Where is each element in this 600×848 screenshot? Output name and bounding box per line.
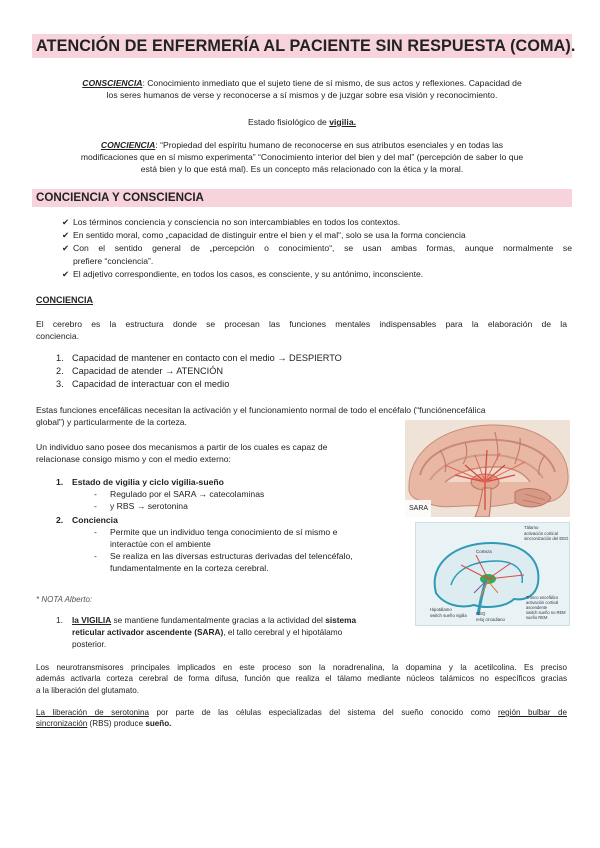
neuro-paragraph [36, 662, 567, 696]
list-item [56, 378, 456, 391]
conciencia-definition [32, 139, 572, 176]
mecanismo-item [56, 476, 406, 513]
cerebro-line-1: El cerebro es la estructura donde se procesan las funciones mentales indispensables para la elaboración de la [36, 319, 567, 329]
talamo-sub: activación cortical [524, 530, 558, 536]
corteza-label: Corteza [476, 549, 492, 554]
list-number: 1. [56, 615, 63, 625]
consciencia-definition [32, 77, 572, 101]
sub-item [72, 550, 406, 574]
nota-item [56, 615, 406, 650]
sub-item-text: y RBS → serotonina [110, 501, 188, 512]
rbs-underline: sincronización [36, 719, 88, 729]
hipotalamo-title: Hipotálamo [430, 607, 452, 612]
sistema-word: sistema [325, 615, 357, 625]
list-number: 3. [56, 379, 64, 390]
title-banner [32, 34, 576, 58]
checklist-text: Los términos conciencia y consciencia no son intercambiables en todos los contextos. [73, 217, 401, 227]
sub-item-text: Se realiza en las diversas estructuras derivadas del telencéfalo, [110, 551, 353, 562]
individuo-paragraph [36, 441, 401, 465]
individuo-line-2: relacionase consigo mismo y con el medio externo: [36, 454, 231, 465]
checklist-item [62, 216, 572, 228]
vigilia-word: vigilia. [329, 117, 356, 127]
estado-fisiologico [32, 116, 572, 128]
dash-bullet: - [94, 551, 97, 562]
list-text: Capacidad de atender → ATENCIÓN [72, 366, 223, 377]
hipotalamo-label [430, 607, 467, 618]
nsq-title: NSQ [476, 611, 486, 616]
sub-item [72, 488, 406, 500]
consciencia-line-1: : Conocimiento inmediato que el sujeto tiene de sí mismo, de sus actos y reflexiones. Capacidad de [142, 78, 522, 88]
check-icon: ✔ [62, 243, 70, 254]
conciencia-line-2: modificaciones que en sí mismo experimenta” “Conocimiento interior del bien y del mal” (percepción de saber lo que [80, 152, 524, 163]
check-icon: ✔ [62, 217, 70, 227]
neuro-line-1: Los neurotransmisores principales implicados en este proceso son la noradrenalina, la dopamina y la acetilcolina. Es preciso [36, 663, 567, 672]
fisiologico-prefix: Estado fisiológico de [248, 117, 330, 127]
serotonina-text: (RBS) produce [87, 719, 146, 729]
talamo-title: Tálamo [524, 525, 539, 530]
brain-sara-figure [405, 420, 570, 517]
talamo-sub: sincronización del EEG [524, 536, 569, 542]
brain-illustration [405, 420, 570, 517]
sub-item-text: Permite que un individuo tenga conocimiento de sí mismo e [110, 526, 338, 537]
section-heading: CONCIENCIA Y CONSCIENCIA [36, 191, 204, 204]
checklist-text: Con el sentido general de „percepción o conocimiento“, se usan ambas formas, aunque normalmente se [73, 243, 572, 254]
nsq-label [476, 611, 505, 622]
vigilia-label: la VIGILIA [72, 615, 112, 625]
list-text: Capacidad de mantener en contacto con el medio → DESPIERTO [72, 353, 342, 363]
sara-label: reticular activador ascendente (SARA) [72, 626, 224, 637]
mecanismo-item [56, 514, 406, 575]
list-number: 1. [56, 477, 64, 487]
serotonina-underline: La liberación de serotonina [36, 708, 149, 717]
consciencia-line-2: los seres humanos de verse y reconocerse a sí mismos y de juzgar sobre esa visión y reconocimiento. [106, 90, 498, 101]
sub-item [72, 526, 406, 550]
checklist-text: El adjetivo correspondiente, en todos los casos, es consciente, y su antónimo, inconsciente. [73, 268, 424, 279]
sub-item [72, 500, 406, 512]
checklist-item [62, 268, 572, 280]
conciencia-line-3: está bien y lo que está mal). Es un concepto más relacionado con la ética y la moral. [140, 164, 464, 175]
mecanismos-list [56, 476, 406, 575]
nota-text: se mantiene fundamentalmente gracias a la actividad del [111, 615, 326, 625]
mecanismo-title: Conciencia [72, 514, 118, 525]
serotonina-text: por parte de las células especializadas del sistema del sueño conocido como [148, 708, 498, 717]
conciencia-heading: CONCIENCIA [36, 295, 94, 305]
nota-text: posterior. [72, 638, 107, 649]
serotonina-paragraph [36, 707, 567, 730]
cerebro-line-2: conciencia. [36, 331, 79, 342]
nota-text: , el tallo cerebral y el hipotálamo [223, 626, 343, 637]
tronco-sub: sueño REM [526, 615, 548, 621]
checklist-text: prefiere “conciencia”. [73, 255, 154, 266]
checklist-text: En sentido moral, como „capacidad de distinguir entre el bien y el mal“, solo se usa la forma conciencia [73, 230, 466, 241]
list-number: 2. [56, 514, 64, 525]
consciencia-term: CONSCIENCIA [82, 78, 143, 88]
page-title: ATENCIÓN DE ENFERMERÍA AL PACIENTE SIN RESPUESTA (COMA). [36, 37, 576, 55]
nota-list-item [56, 615, 406, 650]
list-number: 2. [56, 366, 64, 377]
talamo-label [524, 525, 568, 542]
tronco-label [526, 595, 566, 621]
list-item [56, 352, 456, 365]
hipotalamo-sub: switch sueño vigilia [430, 612, 467, 618]
funciones-line-2: global”) y particularmente de la corteza. [36, 417, 187, 428]
tronco-sub: activación cortical [526, 600, 559, 606]
checklist-item [62, 229, 572, 241]
rbs-underline: región bulbar de [497, 708, 567, 717]
dash-bullet: - [94, 526, 97, 537]
funciones-line-1: Estas funciones encefálicas necesitan la activación y el funcionamiento normal de todo el encéfalo (“funciónencefálica [36, 405, 486, 415]
neuro-line-2: además activarla corteza cerebral de forma difusa, función que realiza el tálamo mediante núcleos talámicos no específicos gracias [36, 674, 567, 684]
nsq-sub: reloj circadiano [476, 616, 505, 622]
conciencia-term: CONCIENCIA [100, 140, 156, 150]
checklist [62, 216, 572, 280]
list-item [56, 365, 456, 378]
sub-item-text: interactúe con el ambiente [110, 539, 211, 550]
sub-item-text: Regulado por el SARA → catecolaminas [110, 489, 265, 500]
mecanismo-title: Estado de vigilia y ciclo vigilia-sueño [72, 477, 224, 487]
section-banner-conciencia-y-consciencia [32, 189, 572, 207]
list-number: 1. [56, 353, 64, 363]
checklist-item [62, 242, 572, 266]
tronco-title: Tronco encefálico [526, 595, 559, 600]
dash-bullet: - [94, 489, 97, 500]
sub-item-text: fundamentalmente en la corteza cerebral. [110, 563, 269, 574]
check-icon: ✔ [62, 230, 70, 241]
sueno-word: sueño. [145, 719, 172, 729]
check-icon: ✔ [62, 268, 70, 279]
capacidades-list [56, 352, 456, 391]
dash-bullet: - [94, 501, 97, 512]
conciencia-line-1: : “Propiedad del espíritu humano de reconocerse en sus atributos esenciales y en todas las [155, 140, 504, 150]
individuo-line-1: Un individuo sano posee dos mecanismos a partir de los cuales es capaz de [36, 442, 328, 452]
nota-label: * NOTA Alberto: [36, 595, 93, 604]
tronco-sub: ascendente [526, 605, 548, 611]
list-text: Capacidad de interactuar con el medio [72, 379, 230, 390]
cerebro-paragraph [36, 318, 567, 342]
sara-figure-label: SARA [409, 505, 429, 513]
sleep-wake-diagram [415, 522, 570, 626]
tronco-sub: switch sueño no REM [526, 610, 566, 616]
neuro-line-3: a la liberación del glutamato. [36, 685, 140, 695]
